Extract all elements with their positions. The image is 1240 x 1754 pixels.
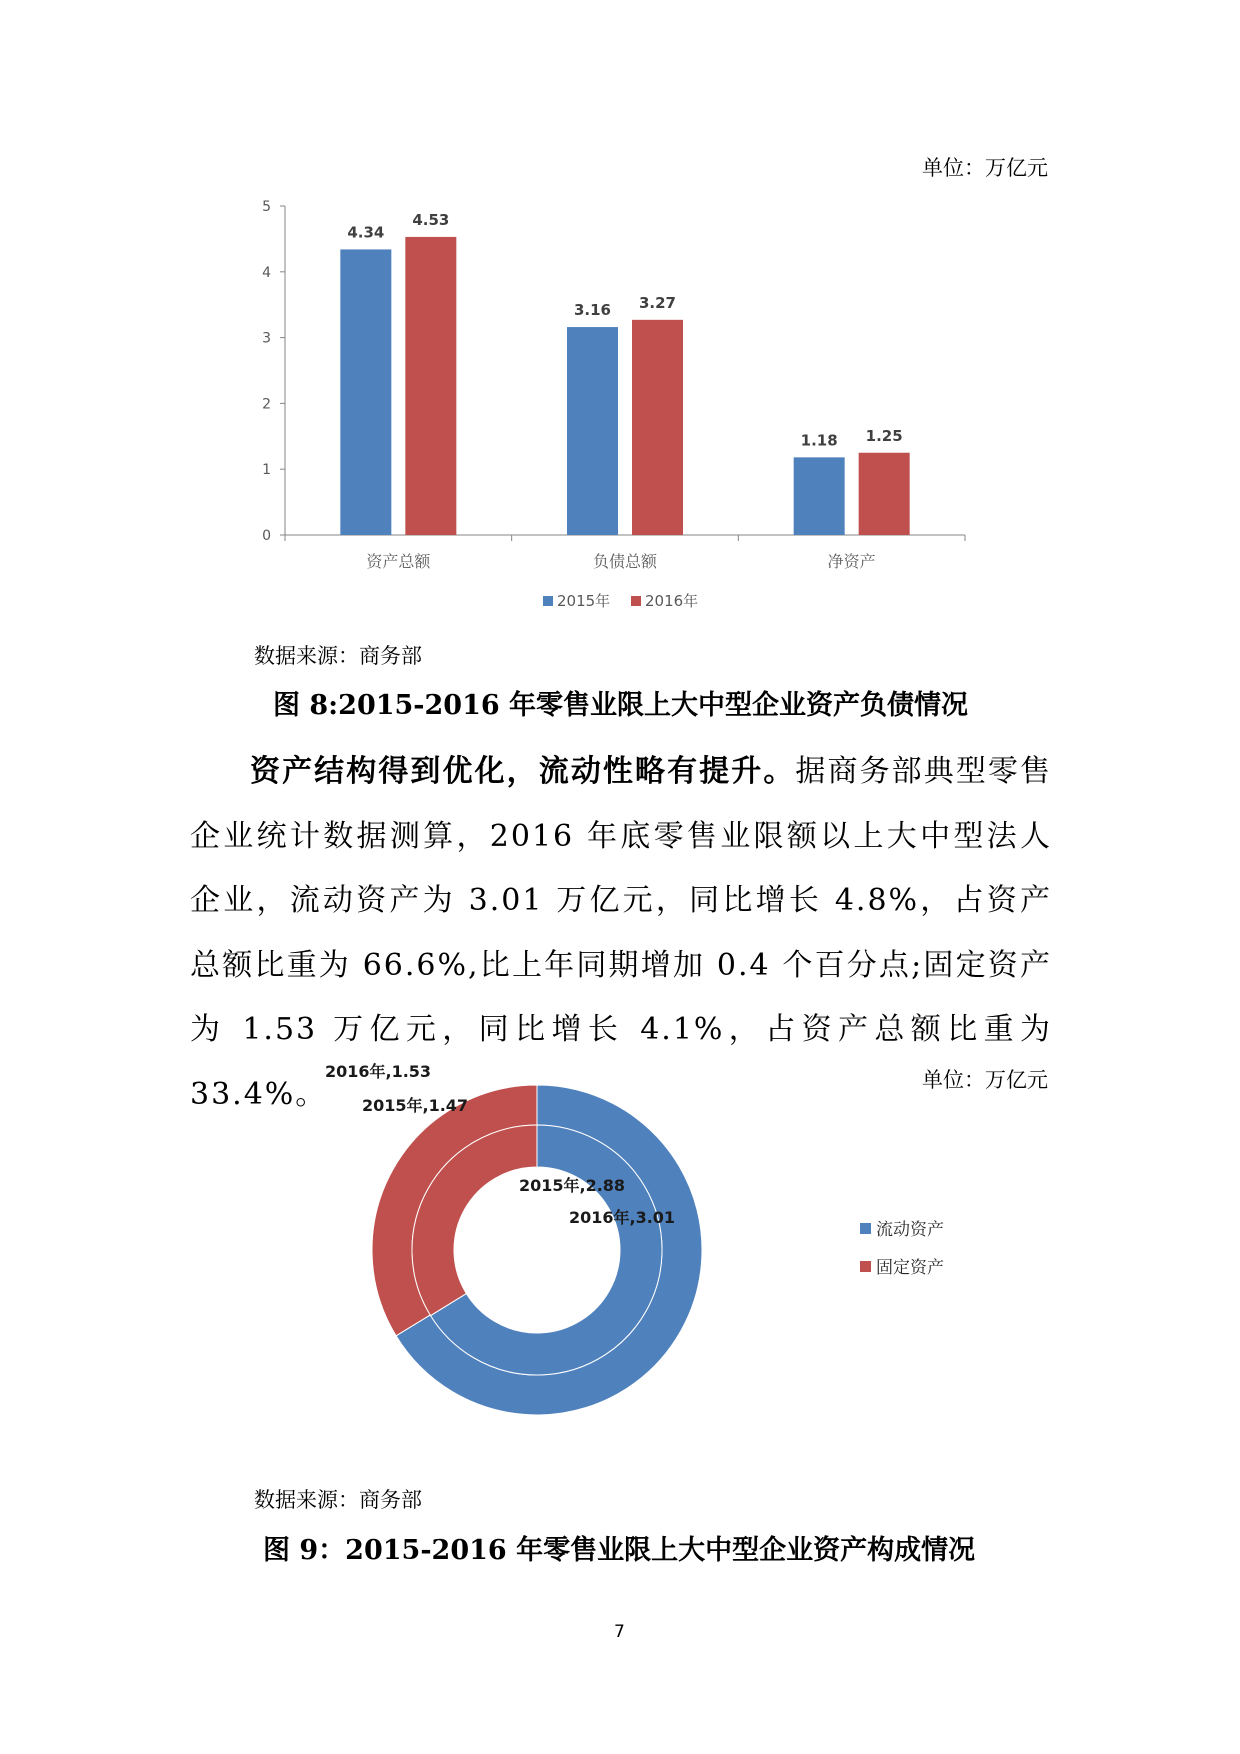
legend-swatch bbox=[543, 596, 553, 606]
source-label-fig9: 数据来源：商务部 bbox=[254, 1488, 422, 1512]
x-category-label: 资产总额 bbox=[366, 552, 431, 571]
donut-data-label: 2015年,1.47 bbox=[361, 1096, 469, 1115]
unit-label-fig8: 单位：万亿元 bbox=[922, 156, 1048, 180]
bar bbox=[340, 249, 391, 535]
legend-swatch bbox=[860, 1261, 871, 1272]
bar bbox=[405, 237, 456, 535]
y-tick-label: 4 bbox=[262, 264, 271, 281]
y-tick-label: 5 bbox=[262, 199, 271, 215]
bar-chart bbox=[240, 185, 1000, 625]
paragraph-body: 据商务部典型零售企业统计数据测算，2016 年底零售业限额以上大中型法人企业，流动资产为 3.01 万亿元，同比增长 4.8%，占资产总额比重为 66.6%,比上年同期增加 0.4 个百分点;固定资产为 1.53 万亿元，同比增长 4.1%，占资产总额比重为 33.4%。 bbox=[190, 754, 1053, 1112]
y-tick-label: 0 bbox=[262, 528, 271, 544]
donut-legend bbox=[860, 1220, 944, 1278]
donut-data-label: 2016年,1.53 bbox=[324, 1062, 432, 1081]
donut-data-label: 2016年,3.01 bbox=[568, 1208, 676, 1227]
donut-data-label: 2015年,2.88 bbox=[518, 1176, 626, 1195]
source-label-fig8: 数据来源：商务部 bbox=[254, 644, 422, 668]
y-tick-label: 3 bbox=[262, 330, 271, 347]
y-tick-label: 1 bbox=[262, 462, 271, 479]
x-category-label: 负债总额 bbox=[592, 552, 658, 571]
x-category-label: 净资产 bbox=[827, 552, 876, 571]
bar-data-label: 4.53 bbox=[412, 210, 450, 229]
y-tick-label: 2 bbox=[262, 396, 271, 413]
bar bbox=[794, 457, 845, 535]
bar bbox=[567, 327, 618, 535]
legend-swatch bbox=[631, 596, 641, 606]
bar-data-label: 1.25 bbox=[865, 426, 903, 445]
bar-data-label: 3.27 bbox=[638, 293, 677, 312]
unit-label-fig9: 单位：万亿元 bbox=[922, 1068, 1048, 1092]
legend-label: 2016年 bbox=[645, 592, 699, 610]
paragraph-lead: 资产结构得到优化，流动性略有提升。 bbox=[250, 754, 796, 789]
bar-legend bbox=[543, 592, 698, 610]
bar-data-label: 3.16 bbox=[573, 301, 612, 320]
figure8-caption: 图 8:2015-2016 年零售业限上大中型企业资产负债情况 bbox=[273, 690, 969, 721]
bar bbox=[632, 320, 683, 535]
legend-label: 流动资产 bbox=[876, 1220, 944, 1240]
bar-data-label: 1.18 bbox=[800, 431, 838, 450]
page-number: 7 bbox=[614, 1622, 625, 1642]
figure9-caption: 图 9：2015-2016 年零售业限上大中型企业资产构成情况 bbox=[263, 1535, 976, 1566]
legend-label: 2015年 bbox=[557, 592, 611, 610]
legend-swatch bbox=[860, 1223, 871, 1234]
bar-data-label: 4.34 bbox=[347, 223, 385, 242]
bar bbox=[859, 453, 910, 535]
legend-label: 固定资产 bbox=[876, 1258, 944, 1278]
